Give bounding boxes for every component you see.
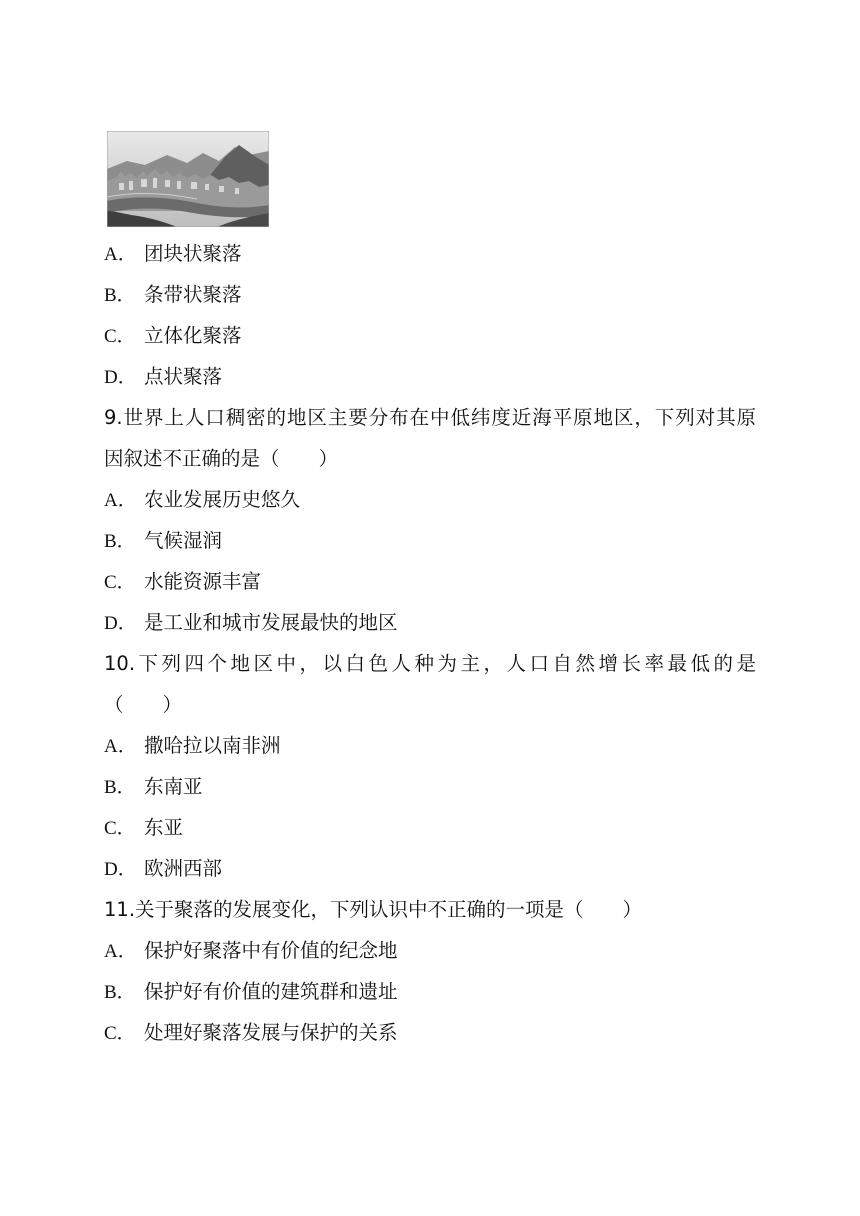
- option-letter: D．: [104, 367, 137, 388]
- option-letter: C．: [104, 1023, 136, 1044]
- option-b: [104, 281, 242, 310]
- option-b: [104, 773, 203, 802]
- option-text: 气候湿润: [144, 529, 223, 552]
- option-letter: C．: [104, 818, 136, 839]
- option-a: [104, 240, 242, 269]
- option-text: 欧洲西部: [144, 857, 223, 880]
- option-text: 团块状聚落: [144, 242, 242, 265]
- option-letter: A．: [104, 490, 137, 511]
- option-text: 水能资源丰富: [144, 570, 262, 593]
- option-letter: D．: [104, 859, 137, 880]
- option-d: [104, 363, 222, 392]
- option-letter: B．: [104, 285, 136, 306]
- option-c: [104, 1019, 398, 1048]
- option-letter: A．: [104, 736, 137, 757]
- option-letter: D．: [104, 613, 137, 634]
- option-letter: B．: [104, 777, 136, 798]
- question-10-stem-line1: 10.下列四个地区中，以白色人种为主，人口自然增长率最低的是: [104, 652, 756, 675]
- question-9-stem-line2: 因叙述不正确的是（ ）: [104, 447, 339, 470]
- option-text: 保护好聚落中有价值的纪念地: [144, 939, 398, 962]
- option-b: [104, 978, 398, 1007]
- option-letter: B．: [104, 531, 136, 552]
- option-b: [104, 527, 222, 556]
- option-letter: A．: [104, 244, 137, 265]
- option-letter: C．: [104, 572, 136, 593]
- option-text: 点状聚落: [144, 365, 223, 388]
- option-letter: B．: [104, 982, 136, 1003]
- option-text: 农业发展历史悠久: [144, 488, 301, 511]
- question-11-stem: 11.关于聚落的发展变化，下列认识中不正确的一项是（ ）: [104, 898, 643, 921]
- option-d: [104, 855, 222, 884]
- option-text: 是工业和城市发展最快的地区: [144, 611, 398, 634]
- option-text: 立体化聚落: [144, 324, 242, 347]
- option-text: 处理好聚落发展与保护的关系: [144, 1021, 398, 1044]
- option-text: 条带状聚落: [144, 283, 242, 306]
- option-a: [104, 937, 398, 966]
- option-c: [104, 568, 261, 597]
- question-9-stem-line1: 9.世界上人口稠密的地区主要分布在中低纬度近海平原地区，下列对其原: [104, 406, 756, 429]
- option-text: 撒哈拉以南非洲: [144, 734, 281, 757]
- option-letter: C．: [104, 326, 136, 347]
- option-a: [104, 732, 281, 761]
- question-10-stem-line2: （ ）: [104, 693, 183, 716]
- city-river-photo: [107, 131, 269, 227]
- option-letter: A．: [104, 941, 137, 962]
- option-a: [104, 486, 300, 515]
- option-c: [104, 322, 242, 351]
- option-d: [104, 609, 398, 638]
- option-text: 保护好有价值的建筑群和遗址: [144, 980, 398, 1003]
- option-text: 东亚: [144, 816, 184, 839]
- option-c: [104, 814, 183, 843]
- document-page: [104, 0, 764, 1216]
- city-by-river-photo-icon: [107, 131, 269, 227]
- option-text: 东南亚: [144, 775, 203, 798]
